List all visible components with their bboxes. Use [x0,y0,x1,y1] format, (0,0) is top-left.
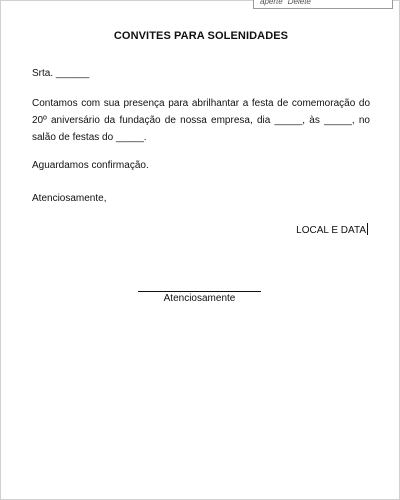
place-date-text: LOCAL E DATA [296,225,366,236]
salutation-line[interactable]: Srta. ______ [32,68,90,79]
signature-label: Atenciosamente [163,293,236,304]
delete-hint-box: aperte "Delete" [253,0,393,9]
invitation-paragraph[interactable]: Contamos com sua presença para abrilhantar a festa de comemoração do 20º aniversário da fundação de nossa empresa, dia _____, às _____, no salão de festas do _____. [32,98,370,143]
document-title: CONVITES PARA SOLENIDADES [113,30,289,42]
confirmation-line[interactable]: Aguardamos confirmação. [32,160,149,171]
text-cursor [367,223,368,235]
place-date-line[interactable] [296,222,368,239]
closing-line[interactable]: Atenciosamente, [32,193,107,204]
